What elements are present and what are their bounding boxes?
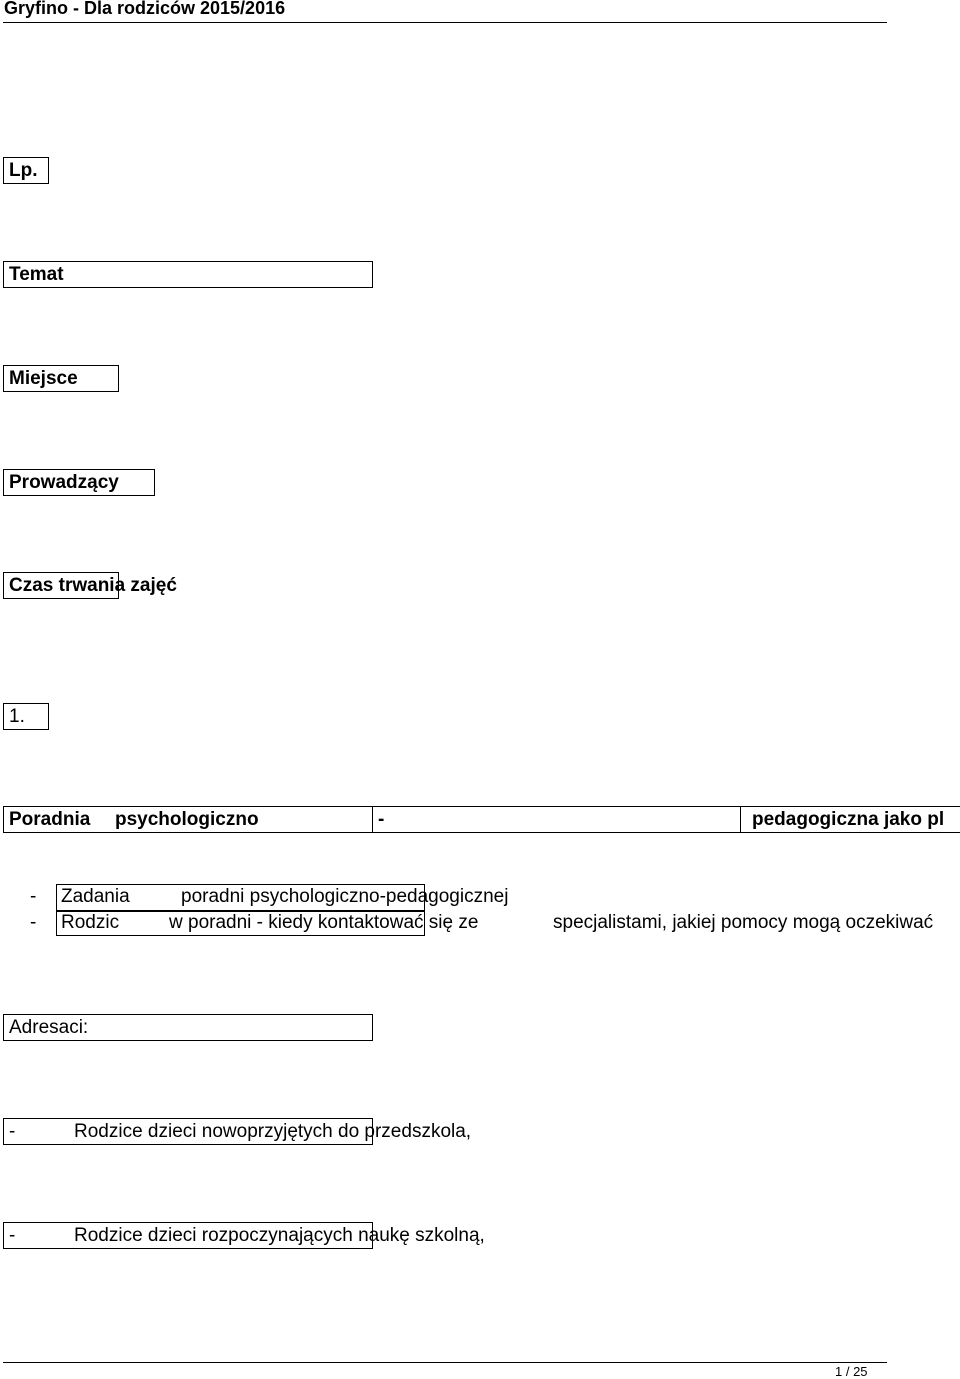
item-dash: - [30,886,37,907]
page-number: 1 / 25 [835,1364,868,1379]
page-header-title: Gryfino - Dla rodziców 2015/2016 [4,0,286,18]
adresat-dash: - [9,1121,16,1142]
item-text: w poradni - kiedy kontaktować się ze [169,912,479,933]
adresat-text: Rodzice dzieci rozpoczynających naukę szkolną, [74,1225,485,1246]
footer-divider [3,1362,887,1363]
entry-title-part2: psychologiczno [115,809,259,830]
header-divider [3,22,887,23]
entry-title-dash: - [378,809,385,830]
entry-number: 1. [9,706,25,727]
entry-title-subcell [372,806,741,833]
miejsce-label: Miejsce [9,368,78,389]
prowadzacy-label: Prowadzący [9,472,119,493]
czas-label: Czas trwania zajęć [9,575,177,596]
item-text-continued: specjalistami, jakiej pomocy mogą oczekiwać [553,912,934,933]
lp-label: Lp. [9,160,38,181]
item-dash: - [30,912,37,933]
entry-title-part1: Poradnia [9,809,91,830]
adresaci-label: Adresaci: [9,1017,89,1038]
item-keyword: Rodzic [61,912,120,933]
item-text: poradni psychologiczno-pedagogicznej [181,886,509,907]
item-keyword: Zadania [61,886,130,907]
temat-label: Temat [9,264,64,285]
entry-title-part3: pedagogiczna jako pl [752,809,945,830]
adresat-dash: - [9,1225,16,1246]
adresat-text: Rodzice dzieci nowoprzyjętych do przedszkola, [74,1121,472,1142]
